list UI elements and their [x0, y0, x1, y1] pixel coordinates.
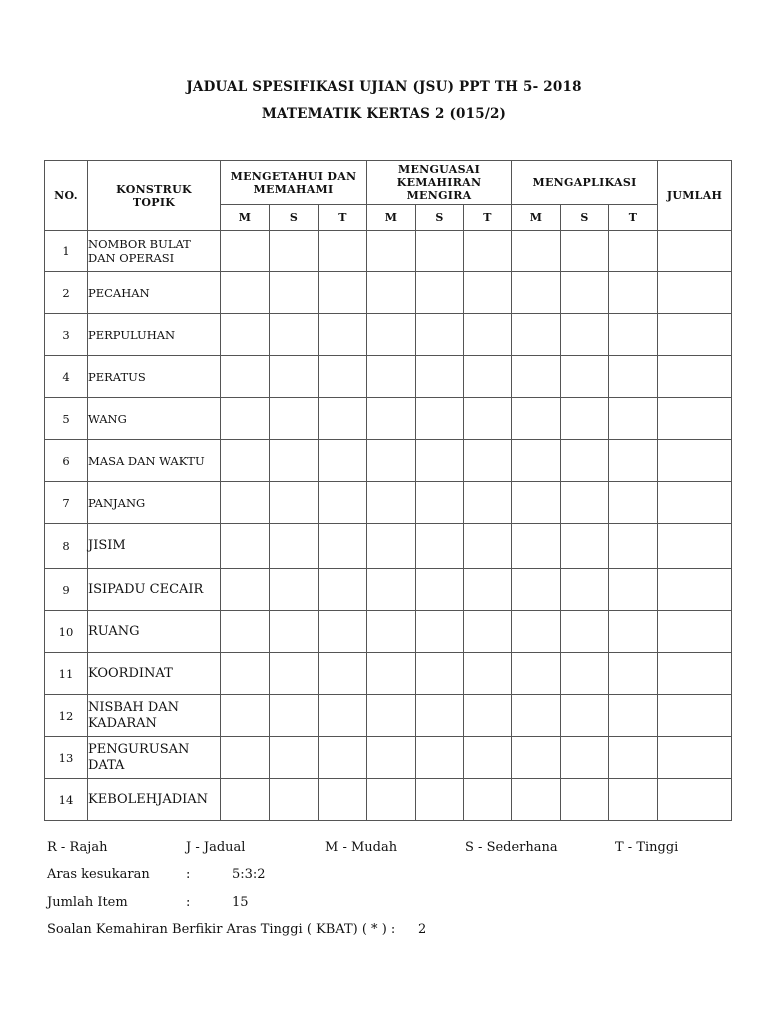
score-cell: [512, 482, 561, 524]
table-row: [45, 569, 732, 611]
score-cell: [609, 440, 658, 482]
total-cell: [658, 356, 732, 398]
score-cell: [609, 695, 658, 737]
score-cell: [221, 569, 270, 611]
score-cell: [221, 482, 270, 524]
total-cell: [658, 611, 732, 653]
score-cell: [270, 440, 319, 482]
kbat-label: Soalan Kemahiran Berfikir Aras Tinggi ( KBAT) ( * ) :: [47, 922, 396, 937]
score-cell: [512, 272, 561, 314]
score-cell: [367, 356, 416, 398]
score-cell: [319, 737, 367, 779]
row-topic: PECAHAN: [88, 272, 221, 314]
score-cell: [416, 737, 464, 779]
total-cell: [658, 779, 732, 821]
score-cell: [319, 779, 367, 821]
score-cell: [512, 695, 561, 737]
score-cell: [609, 569, 658, 611]
score-cell: [512, 737, 561, 779]
total-cell: [658, 314, 732, 356]
score-cell: [319, 231, 367, 272]
score-cell: [609, 356, 658, 398]
score-cell: [464, 524, 512, 569]
score-cell: [221, 272, 270, 314]
score-cell: [464, 611, 512, 653]
score-cell: [221, 611, 270, 653]
score-cell: [221, 231, 270, 272]
score-cell: [464, 440, 512, 482]
score-cell: [609, 398, 658, 440]
score-cell: [609, 482, 658, 524]
score-cell: [561, 695, 609, 737]
score-cell: [367, 231, 416, 272]
total-cell: [658, 695, 732, 737]
score-cell: [512, 524, 561, 569]
total-cell: [658, 231, 732, 272]
score-cell: [464, 653, 512, 695]
score-cell: [270, 231, 319, 272]
score-cell: [367, 398, 416, 440]
score-cell: [367, 779, 416, 821]
score-cell: [561, 737, 609, 779]
score-cell: [367, 482, 416, 524]
score-cell: [512, 611, 561, 653]
row-topic: PANJANG: [88, 482, 221, 524]
score-cell: [270, 611, 319, 653]
table-row: [45, 737, 732, 779]
row-number: 6: [45, 440, 88, 482]
score-cell: [512, 314, 561, 356]
score-cell: [270, 569, 319, 611]
row-number: 4: [45, 356, 88, 398]
score-cell: [221, 779, 270, 821]
sub-header-t: T: [609, 205, 658, 231]
table-row: [45, 272, 732, 314]
score-cell: [319, 482, 367, 524]
table-row: [45, 524, 732, 569]
score-cell: [416, 272, 464, 314]
score-cell: [367, 272, 416, 314]
score-cell: [561, 524, 609, 569]
score-cell: [270, 482, 319, 524]
score-cell: [367, 695, 416, 737]
score-cell: [561, 482, 609, 524]
score-cell: [561, 398, 609, 440]
score-cell: [319, 611, 367, 653]
score-cell: [416, 524, 464, 569]
score-cell: [416, 440, 464, 482]
score-cell: [464, 569, 512, 611]
total-cell: [658, 569, 732, 611]
score-cell: [367, 314, 416, 356]
sub-header-t: T: [319, 205, 367, 231]
header-jumlah: JUMLAH: [658, 161, 732, 231]
score-cell: [221, 398, 270, 440]
table-row: [45, 314, 732, 356]
score-cell: [270, 314, 319, 356]
header-no: NO.: [45, 161, 88, 231]
table-row: [45, 695, 732, 737]
score-cell: [319, 356, 367, 398]
table-row: [45, 398, 732, 440]
score-cell: [270, 398, 319, 440]
total-cell: [658, 272, 732, 314]
row-number: 14: [45, 779, 88, 821]
score-cell: [561, 653, 609, 695]
score-cell: [221, 356, 270, 398]
score-cell: [319, 440, 367, 482]
score-cell: [416, 231, 464, 272]
table-row: [45, 482, 732, 524]
jumlah-item-label: Jumlah Item: [47, 895, 128, 910]
header-topic: KONSTRUK TOPIK: [88, 161, 221, 231]
score-cell: [512, 440, 561, 482]
score-cell: [367, 611, 416, 653]
aras-colon: :: [186, 867, 191, 882]
score-cell: [367, 653, 416, 695]
score-cell: [512, 356, 561, 398]
sub-header-s: S: [270, 205, 319, 231]
total-cell: [658, 737, 732, 779]
header-group-mengaplikasi: MENGAPLIKASI: [512, 161, 658, 205]
score-cell: [609, 653, 658, 695]
score-cell: [367, 524, 416, 569]
score-cell: [416, 779, 464, 821]
row-topic: KOORDINAT: [88, 653, 221, 695]
score-cell: [319, 314, 367, 356]
score-cell: [416, 611, 464, 653]
row-topic: NISBAH DAN KADARAN: [88, 695, 221, 737]
score-cell: [609, 737, 658, 779]
score-cell: [270, 653, 319, 695]
row-number: 11: [45, 653, 88, 695]
total-cell: [658, 482, 732, 524]
score-cell: [464, 779, 512, 821]
sub-header-t: T: [464, 205, 512, 231]
score-cell: [221, 653, 270, 695]
score-cell: [464, 231, 512, 272]
row-number: 12: [45, 695, 88, 737]
sub-header-m: M: [367, 205, 416, 231]
score-cell: [416, 356, 464, 398]
row-number: 13: [45, 737, 88, 779]
score-cell: [609, 314, 658, 356]
aras-value: 5:3:2: [232, 867, 266, 882]
row-topic: NOMBOR BULAT DAN OPERASI: [88, 231, 221, 272]
row-number: 5: [45, 398, 88, 440]
table-row: [45, 611, 732, 653]
score-cell: [319, 695, 367, 737]
row-topic: RUANG: [88, 611, 221, 653]
row-topic: WANG: [88, 398, 221, 440]
score-cell: [561, 356, 609, 398]
score-cell: [319, 524, 367, 569]
row-number: 3: [45, 314, 88, 356]
score-cell: [416, 569, 464, 611]
score-cell: [512, 231, 561, 272]
score-cell: [319, 272, 367, 314]
score-cell: [561, 272, 609, 314]
row-number: 8: [45, 524, 88, 569]
legend-sederhana: S - Sederhana: [465, 840, 558, 855]
row-number: 10: [45, 611, 88, 653]
table-row: [45, 653, 732, 695]
score-cell: [367, 440, 416, 482]
jumlah-item-colon: :: [186, 895, 191, 910]
score-cell: [319, 569, 367, 611]
score-cell: [464, 398, 512, 440]
score-cell: [221, 314, 270, 356]
score-cell: [609, 779, 658, 821]
aras-label: Aras kesukaran: [47, 867, 150, 882]
score-cell: [416, 314, 464, 356]
row-topic: ISIPADU CECAIR: [88, 569, 221, 611]
legend-mudah: M - Mudah: [325, 840, 398, 855]
score-cell: [609, 272, 658, 314]
score-cell: [270, 524, 319, 569]
score-cell: [367, 569, 416, 611]
row-number: 1: [45, 231, 88, 272]
score-cell: [464, 695, 512, 737]
score-cell: [609, 231, 658, 272]
score-cell: [561, 779, 609, 821]
score-cell: [319, 398, 367, 440]
score-cell: [221, 695, 270, 737]
score-cell: [609, 611, 658, 653]
score-cell: [464, 737, 512, 779]
score-cell: [561, 569, 609, 611]
sub-header-s: S: [416, 205, 464, 231]
document-title: JADUAL SPESIFIKASI UJIAN (JSU) PPT TH 5- 2018: [186, 79, 582, 95]
score-cell: [464, 272, 512, 314]
row-topic: KEBOLEHJADIAN: [88, 779, 221, 821]
score-cell: [464, 356, 512, 398]
score-cell: [512, 569, 561, 611]
row-topic: MASA DAN WAKTU: [88, 440, 221, 482]
row-number: 2: [45, 272, 88, 314]
score-cell: [270, 272, 319, 314]
table-row: [45, 779, 732, 821]
total-cell: [658, 653, 732, 695]
score-cell: [512, 398, 561, 440]
total-cell: [658, 398, 732, 440]
row-number: 7: [45, 482, 88, 524]
row-topic: PERATUS: [88, 356, 221, 398]
row-topic: PENGURUSAN DATA: [88, 737, 221, 779]
score-cell: [416, 653, 464, 695]
score-cell: [270, 779, 319, 821]
score-cell: [270, 737, 319, 779]
score-cell: [416, 695, 464, 737]
score-cell: [512, 779, 561, 821]
header-group-mengetahui: MENGETAHUI DAN MEMAHAMI: [221, 161, 367, 205]
row-topic: JISIM: [88, 524, 221, 569]
score-cell: [270, 695, 319, 737]
sub-header-s: S: [561, 205, 609, 231]
score-cell: [512, 653, 561, 695]
sub-header-m: M: [512, 205, 561, 231]
total-cell: [658, 440, 732, 482]
kbat-value: 2: [418, 922, 427, 937]
total-cell: [658, 524, 732, 569]
legend-rajah: R - Rajah: [47, 840, 108, 855]
score-cell: [464, 482, 512, 524]
score-cell: [221, 524, 270, 569]
specification-table: [44, 160, 732, 821]
table-row: [45, 356, 732, 398]
score-cell: [221, 737, 270, 779]
score-cell: [561, 440, 609, 482]
legend-jadual: J - Jadual: [186, 840, 246, 855]
document-subtitle: MATEMATIK KERTAS 2 (015/2): [261, 106, 507, 122]
header-group-menguasai: MENGUASAI KEMAHIRAN MENGIRA: [367, 161, 512, 205]
score-cell: [561, 314, 609, 356]
jumlah-item-value: 15: [232, 895, 249, 910]
score-cell: [609, 524, 658, 569]
score-cell: [416, 482, 464, 524]
legend-tinggi: T - Tinggi: [615, 840, 679, 855]
row-topic: PERPULUHAN: [88, 314, 221, 356]
score-cell: [464, 314, 512, 356]
sub-header-m: M: [221, 205, 270, 231]
score-cell: [561, 611, 609, 653]
score-cell: [221, 440, 270, 482]
row-number: 9: [45, 569, 88, 611]
table-row: [45, 440, 732, 482]
score-cell: [270, 356, 319, 398]
score-cell: [367, 737, 416, 779]
score-cell: [319, 653, 367, 695]
score-cell: [561, 231, 609, 272]
table-row: [45, 231, 732, 272]
score-cell: [416, 398, 464, 440]
